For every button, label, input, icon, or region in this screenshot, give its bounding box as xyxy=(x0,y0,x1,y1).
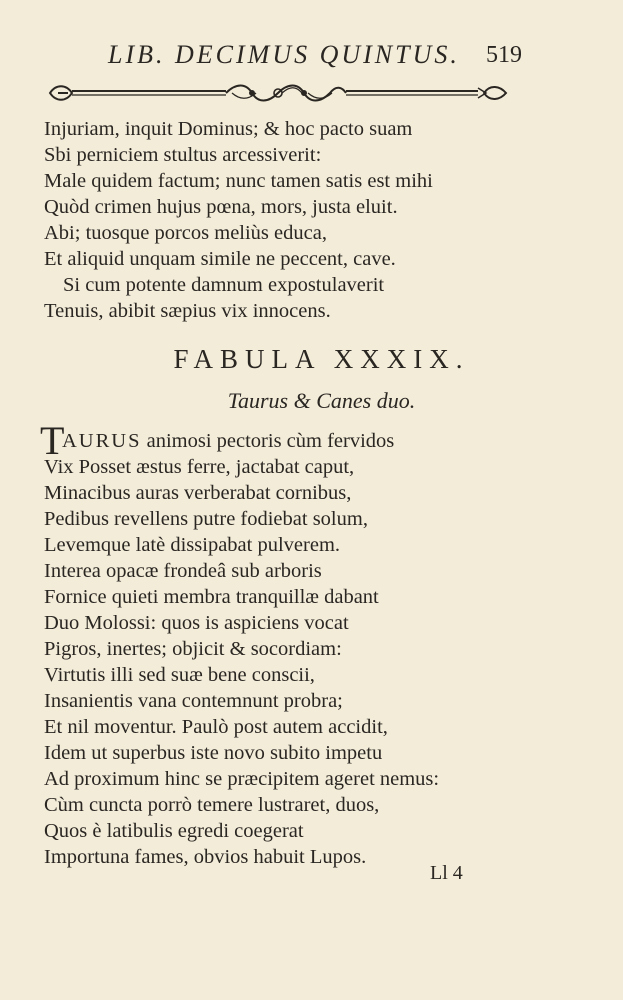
verse-line: Injuriam, inquit Dominus; & hoc pacto suam xyxy=(44,118,413,140)
verse-line: Duo Molossi: quos is aspiciens vocat xyxy=(44,612,349,634)
fable-title: Taurus & Canes duo. xyxy=(227,388,416,413)
verse-line: Quòd crimen hujus pœna, mors, justa eluit. xyxy=(44,196,398,218)
verse-line: Sbi perniciem stultus arcessiverit: xyxy=(44,144,322,166)
verse-line: Ad proximum hinc se præcipitem ageret nemus: xyxy=(44,768,440,790)
verse-line: Cùm cuncta porrò temere lustraret, duos, xyxy=(44,794,380,816)
ornament-rule-icon xyxy=(46,80,510,108)
signature-mark: Ll 4 xyxy=(430,862,463,884)
verse-line: Pedibus revellens putre fodiebat solum, xyxy=(44,508,368,530)
verse-line: Insanientis vana contemnunt probra; xyxy=(44,690,343,712)
verse-line: Si cum potente damnum expostulaverit xyxy=(63,274,385,296)
page-number: 519 xyxy=(486,42,522,68)
fable-number-heading: FABULA XXXIX. xyxy=(173,344,470,374)
verse-line: Minacibus auras verberabat cornibus, xyxy=(44,482,352,504)
verse-line: Pigros, inertes; objicit & socordiam: xyxy=(44,638,342,660)
verse-line-first xyxy=(44,428,584,454)
first-word: AURUS xyxy=(62,430,142,452)
verse-line: Virtutis illi sed suæ bene conscii, xyxy=(44,664,315,686)
verse-line: Idem ut superbus iste novo subito impetu xyxy=(44,742,383,764)
verse-line: Fornice quieti membra tranquillæ dabant xyxy=(44,586,379,608)
previous-fable-ending xyxy=(44,116,584,324)
verse-line: Levemque latè dissipabat pulverem. xyxy=(44,534,341,556)
running-title: LIB. DECIMUS QUINTUS. xyxy=(108,40,460,69)
verse-line: Interea opacæ frondeâ sub arboris xyxy=(44,560,322,582)
drop-cap: T xyxy=(40,418,65,463)
verse-line: Tenuis, abibit sæpius vix innocens. xyxy=(44,300,331,322)
verse-line: Et aliquid unquam simile ne peccent, cave. xyxy=(44,248,396,270)
verse-line: Abi; tuosque porcos meliùs educa, xyxy=(44,222,327,244)
verse-line: Vix Posset æstus ferre, jactabat caput, xyxy=(44,456,355,478)
running-head xyxy=(0,40,623,80)
verse-line: Importuna fames, obvios habuit Lupos. xyxy=(44,846,367,868)
verse-line: Male quidem factum; nunc tamen satis est mihi xyxy=(44,170,433,192)
verse-line: Quos è latibulis egredi coegerat xyxy=(44,820,304,842)
fable-text xyxy=(44,428,584,870)
verse-line: Et nil moventur. Paulò post autem accidit, xyxy=(44,716,388,738)
first-line-rest: animosi pectoris cùm fervidos xyxy=(141,430,395,452)
